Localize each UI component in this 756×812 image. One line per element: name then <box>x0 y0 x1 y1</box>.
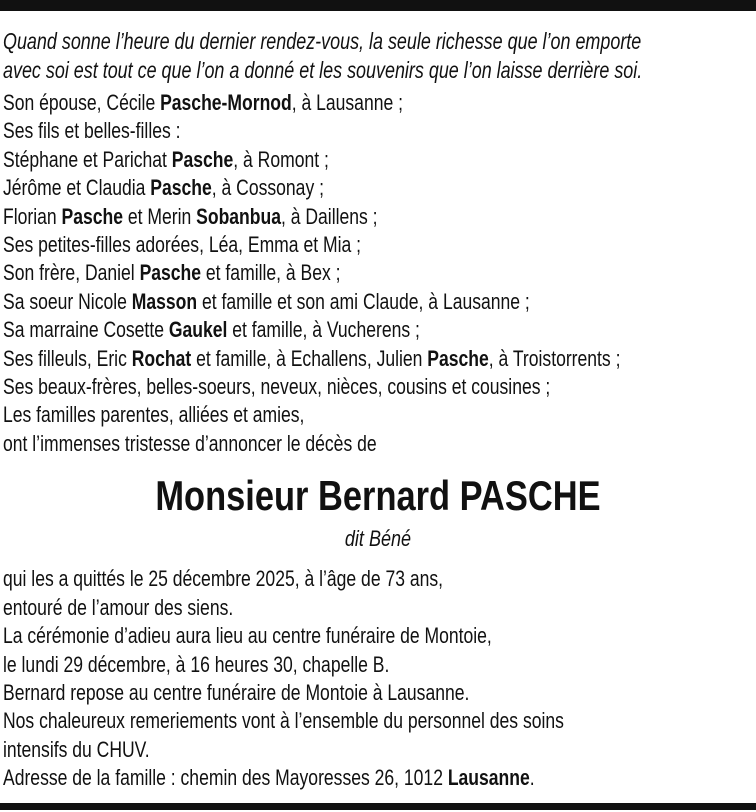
notice-text: . <box>529 765 535 791</box>
notice-text: Adresse de la famille : chemin des Mayoresses 26, 1012 <box>3 765 448 791</box>
notice-text: Son épouse, Cécile <box>3 90 161 115</box>
notice-line <box>3 430 590 458</box>
notice-line <box>3 316 590 344</box>
notice-line <box>3 259 590 287</box>
notice-text: Nos chaleureux remeriements vont à l’ensemble du personnel des soins <box>3 708 564 734</box>
notice-line <box>3 679 590 707</box>
notice-text: et famille, à Vucherens ; <box>227 317 420 343</box>
deceased-name <box>0 472 756 519</box>
family-name-bold: Pasche <box>171 146 234 172</box>
epigraph <box>3 27 756 84</box>
notice-text: , à Troistorrents ; <box>488 345 621 371</box>
notice-text: Florian <box>3 203 62 229</box>
notice-text: et famille, à Bex ; <box>201 260 341 286</box>
notice-line <box>3 117 590 145</box>
family-name-bold: Masson <box>131 288 198 314</box>
notice-text: qui les a quittés le 25 décembre 2025, à l’âge de 73 ans, <box>3 566 444 592</box>
notice-text: Ses fils et belles-filles : <box>3 118 181 144</box>
notice-text: Son frère, Daniel <box>3 260 140 286</box>
notice-text: Ses filleuls, Eric <box>3 345 132 371</box>
deceased-alias <box>0 526 756 552</box>
notice-text: intensifs du CHUV. <box>3 736 150 762</box>
notice-text: et famille, à Echallens, Julien <box>191 345 428 371</box>
epigraph-line: avec soi est tout ce que l’on a donné et les souvenirs que l’on laisse derrière soi. <box>3 56 643 83</box>
notice-line <box>3 707 590 735</box>
family-name-bold: Pasche <box>61 203 123 229</box>
notice-text: le lundi 29 décembre, à 16 heures 30, chapelle B. <box>3 651 390 677</box>
notice-line <box>3 565 590 593</box>
notice-line <box>3 651 590 679</box>
notice-line <box>3 373 590 401</box>
notice-text: et famille et son ami Claude, à Lausanne ; <box>197 288 530 314</box>
deceased-alias-text: dit Béné <box>344 526 412 552</box>
top-rule <box>0 0 756 11</box>
notice-text: Stéphane et Parichat <box>3 146 172 172</box>
notice-line <box>3 288 590 316</box>
notice-text: Ses petites-filles adorées, Léa, Emma et Mia ; <box>3 232 361 258</box>
notice-line <box>3 622 590 650</box>
notice-text: et Merin <box>122 203 197 229</box>
family-name-bold: Sobanbua <box>196 203 281 229</box>
notice-text: ont l’immenses tristesse d’annoncer le décès de <box>3 430 377 456</box>
notice-line <box>3 203 590 231</box>
family-name-bold: Lausanne <box>447 765 530 791</box>
deceased-name-text: Monsieur Bernard PASCHE <box>155 472 601 520</box>
notice-line <box>3 231 590 259</box>
notice-line <box>3 594 590 622</box>
family-name-bold: Pasche <box>427 345 489 371</box>
notice-line <box>3 89 590 117</box>
bottom-rule <box>0 803 756 810</box>
notice-text: , à Lausanne ; <box>291 90 403 115</box>
notice-line <box>3 146 590 174</box>
notice-text: , à Romont ; <box>233 146 329 172</box>
notice-line <box>3 764 590 792</box>
notice-text: Sa marraine Cosette <box>3 317 169 343</box>
ceremony-details <box>3 565 756 792</box>
family-name-bold: Pasche <box>139 260 202 286</box>
family-name-bold: Rochat <box>131 345 192 371</box>
notice-text: La cérémonie d’adieu aura lieu au centre funéraire de Montoie, <box>3 623 492 649</box>
notice-line <box>3 174 590 202</box>
family-name-bold: Pasche <box>150 175 212 201</box>
notice-text: Sa soeur Nicole <box>3 288 132 314</box>
family-name-bold: Gaukel <box>168 317 228 343</box>
notice-line <box>3 736 590 764</box>
family-list <box>3 89 756 458</box>
notice-text: Les familles parentes, alliées et amies, <box>3 402 305 428</box>
notice-text: Bernard repose au centre funéraire de Montoie à Lausanne. <box>3 679 470 705</box>
notice-text: entouré de l’amour des siens. <box>3 594 234 620</box>
notice-text: Jérôme et Claudia <box>3 175 151 201</box>
notice-line <box>3 345 621 373</box>
notice-line <box>3 401 590 429</box>
epigraph-line: Quand sonne l’heure du dernier rendez-vous, la seule richesse que l’on emporte <box>3 28 642 54</box>
notice-text: , à Daillens ; <box>280 203 378 229</box>
family-name-bold: Pasche-Mornod <box>160 90 292 115</box>
notice-text: , à Cossonay ; <box>211 175 324 201</box>
notice-text: Ses beaux-frères, belles-soeurs, neveux, nièces, cousins et cousines ; <box>3 374 551 400</box>
